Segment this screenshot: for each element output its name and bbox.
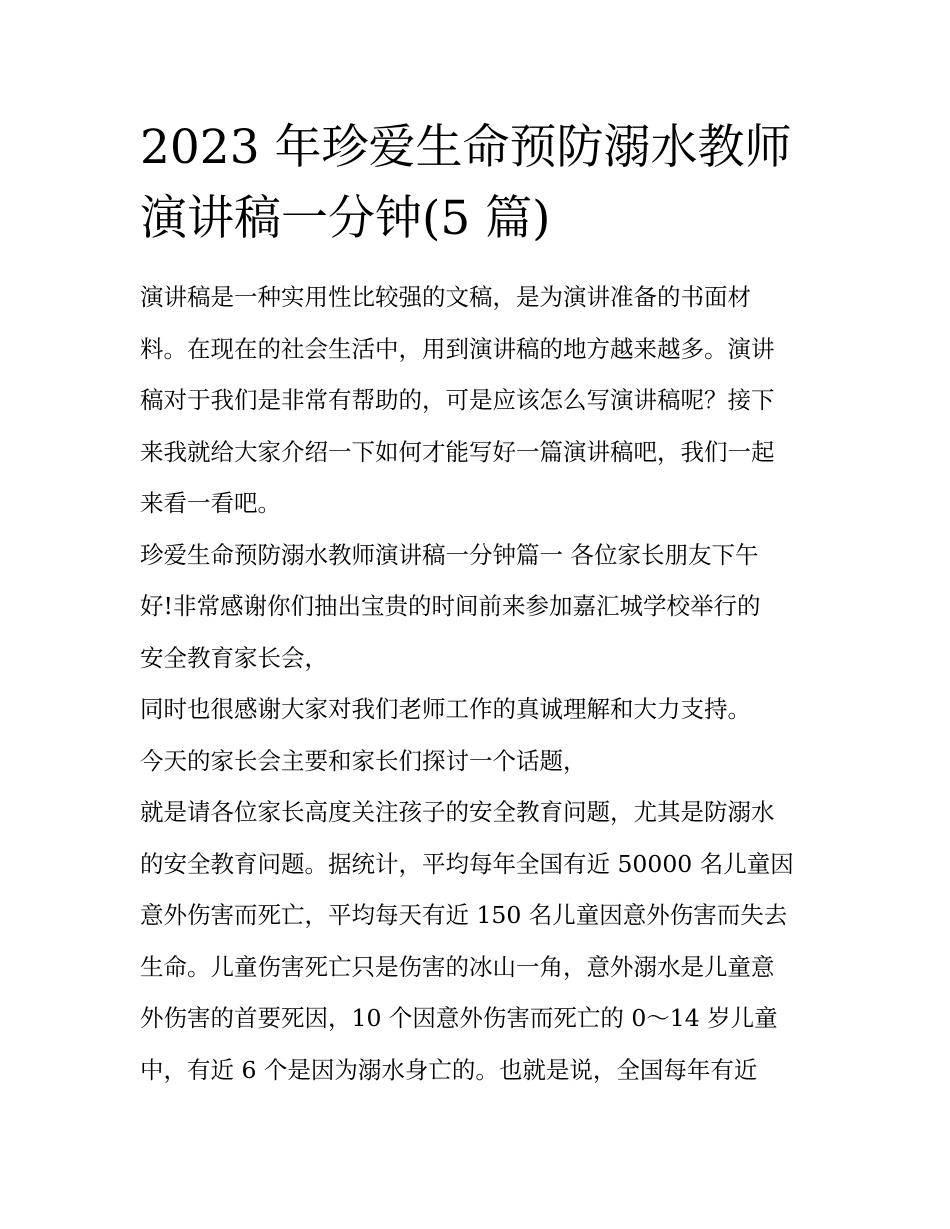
- text-line: 生命。儿童伤害死亡只是伤害的冰山一角，意外溺水是儿童意: [140, 952, 775, 981]
- document-title: [140, 112, 815, 254]
- text-line: 好!非常感谢你们抽出宝贵的时间前来参加嘉汇城学校举行的: [140, 592, 761, 620]
- paragraph-topic: [140, 736, 815, 788]
- text-line: 中，有近 6 个是因为溺水身亡的。也就是说，全国每年有近: [140, 1055, 758, 1084]
- paragraph-thanks: [140, 684, 815, 736]
- text-line: 意外伤害而死亡，平均每天有近 150 名儿童因意外伤害而失去: [140, 901, 788, 929]
- text-line: 就是请各位家长高度关注孩子的安全教育问题，尤其是防溺水: [140, 798, 775, 826]
- text-line: 演讲稿是一种实用性比较强的文稿，是为演讲准备的书面材: [140, 283, 751, 311]
- text-line: 来我就给大家介绍一下如何才能写好一篇演讲稿吧，我们一起: [140, 437, 775, 466]
- text-line: 同时也很感谢大家对我们老师工作的真诚理解和大力支持。: [140, 695, 751, 723]
- text-line: 的安全教育问题。据统计，平均每年全国有近 50000 名儿童因: [140, 849, 794, 878]
- text-line: 珍爱生命预防溺水教师演讲稿一分钟篇一 各位家长朋友下午: [140, 540, 759, 569]
- text-line: 来看一看吧。: [140, 489, 281, 517]
- document-content: [140, 112, 815, 1096]
- title-line-2: 演讲稿一分钟(5 篇): [140, 191, 551, 246]
- text-line: 料。在现在的社会生活中，用到演讲稿的地方越来越多。演讲: [140, 334, 775, 363]
- text-line: 今天的家长会主要和家长们探讨一个话题，: [140, 746, 587, 775]
- text-line: 稿对于我们是非常有帮助的，可是应该怎么写演讲稿呢？接下: [140, 386, 775, 414]
- text-line: 安全教育家长会，: [140, 643, 328, 672]
- paragraph-intro: [140, 272, 815, 530]
- paragraph-statistics: [140, 787, 815, 1096]
- title-line-1: 2023 年珍爱生命预防溺水教师: [140, 120, 792, 175]
- text-line: 外伤害的首要死因，10 个因意外伤害而死亡的 0～14 岁儿童: [140, 1004, 778, 1032]
- paragraph-greeting: [140, 530, 815, 685]
